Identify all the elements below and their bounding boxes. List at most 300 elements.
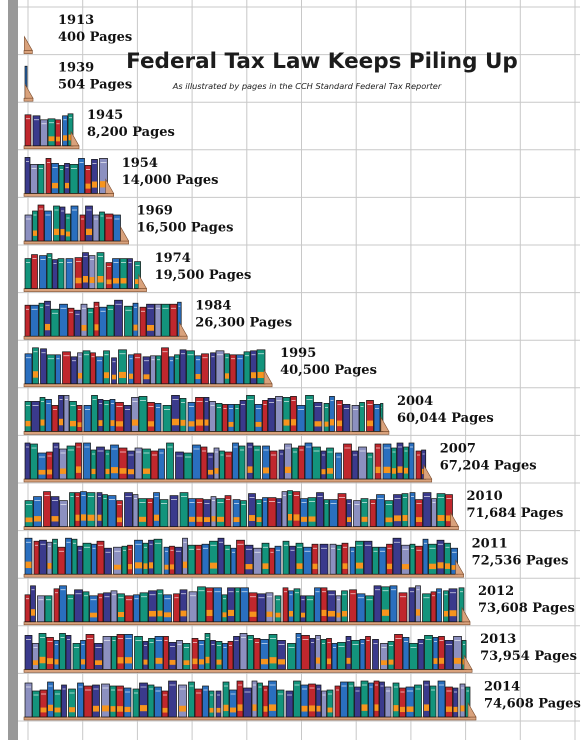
book (135, 448, 142, 479)
book-band (196, 420, 203, 426)
book-band (261, 659, 268, 664)
book-band (95, 660, 102, 665)
year-label: 2014 (484, 679, 521, 695)
book-band (48, 563, 52, 569)
book (210, 541, 218, 574)
book (187, 351, 195, 384)
book-band (263, 563, 269, 569)
book (117, 634, 124, 669)
book-band (217, 517, 224, 522)
book (38, 205, 44, 241)
book-band (86, 184, 91, 189)
book (32, 401, 40, 431)
book (172, 395, 180, 431)
book (25, 443, 30, 479)
book (125, 306, 133, 336)
book-band (26, 562, 32, 568)
book (410, 544, 415, 574)
book-band (164, 612, 171, 617)
book-band (26, 421, 31, 426)
shelf (24, 384, 272, 387)
book (97, 253, 104, 289)
shelf-end (456, 560, 464, 574)
book-band (285, 467, 291, 473)
book (337, 545, 342, 574)
year-label: 2013 (480, 631, 517, 647)
book (335, 686, 340, 717)
book (240, 633, 247, 669)
book (294, 681, 301, 717)
book-band (107, 280, 112, 285)
book-band (445, 563, 450, 569)
book (210, 401, 216, 431)
book (100, 307, 107, 336)
book (397, 443, 403, 479)
book (425, 635, 433, 669)
book (81, 640, 86, 669)
book (97, 493, 102, 527)
book (51, 497, 59, 527)
book-band (63, 135, 67, 140)
year-label: 1939 (58, 60, 95, 76)
book-band (140, 705, 147, 711)
book (110, 686, 116, 717)
shelf (24, 431, 389, 434)
book (402, 494, 408, 527)
book-band (69, 707, 75, 712)
book (39, 633, 46, 669)
book-band (444, 611, 448, 617)
book (320, 544, 328, 574)
book-band (328, 611, 335, 617)
book-band (40, 657, 46, 663)
book (314, 402, 322, 431)
book (75, 258, 82, 289)
book-band (121, 278, 127, 283)
book (84, 443, 91, 479)
book-band (461, 705, 465, 711)
book (149, 540, 154, 574)
bar-1954 (24, 156, 219, 197)
bar-1984 (24, 299, 292, 340)
book-band (322, 610, 327, 616)
book (25, 354, 32, 384)
book (111, 445, 119, 479)
book (316, 685, 321, 717)
book (196, 545, 202, 574)
book-band (342, 611, 347, 617)
year-label: 1945 (87, 108, 124, 124)
book (321, 588, 327, 622)
book (216, 351, 224, 384)
book (445, 640, 453, 669)
book-band (172, 419, 179, 425)
book-band (47, 658, 53, 664)
book (133, 495, 138, 527)
book-band (356, 563, 363, 569)
book-band (92, 182, 97, 188)
book (34, 541, 39, 574)
book (330, 544, 336, 574)
book-band (394, 515, 401, 521)
book (404, 447, 409, 479)
book (97, 447, 105, 479)
book (66, 635, 71, 669)
book (247, 443, 253, 479)
book-band (149, 611, 156, 617)
book-band (120, 468, 127, 474)
shelf (24, 717, 476, 720)
book-band (81, 514, 86, 520)
book (254, 446, 261, 479)
book-band (256, 422, 262, 427)
book (369, 683, 374, 717)
value-label: 72,536 Pages (471, 553, 569, 569)
book (211, 497, 216, 527)
book-band (327, 468, 333, 474)
book (402, 545, 410, 574)
book-band (389, 660, 394, 665)
book-band (246, 564, 253, 569)
book (302, 635, 310, 669)
book (366, 636, 371, 669)
book-band (54, 229, 59, 235)
book-band (102, 705, 109, 711)
book-band (267, 612, 273, 617)
book (129, 355, 134, 384)
book-band (301, 613, 305, 618)
book (244, 352, 250, 384)
year-label: 2011 (471, 536, 508, 552)
book (132, 397, 139, 431)
book (374, 681, 379, 717)
shelf (24, 527, 459, 530)
value-label: 16,500 Pages (136, 220, 234, 236)
book-band (217, 660, 222, 665)
book (279, 450, 284, 479)
book-band (98, 276, 104, 282)
book (58, 259, 64, 289)
book (337, 400, 343, 431)
book-band (454, 707, 458, 712)
book (278, 640, 286, 669)
book (395, 634, 403, 669)
book (403, 637, 409, 669)
book (292, 448, 298, 479)
book (383, 444, 391, 479)
book (409, 443, 414, 479)
book-band (217, 708, 221, 713)
book-band (128, 564, 132, 569)
book (48, 682, 54, 717)
book (223, 682, 229, 717)
book (119, 448, 127, 479)
book (64, 395, 69, 431)
book-band (347, 517, 351, 522)
book (268, 398, 275, 431)
book-band (33, 371, 38, 377)
book (282, 492, 287, 527)
book-band (362, 517, 368, 522)
book (169, 681, 177, 717)
book (202, 544, 209, 574)
book (112, 636, 117, 669)
book (204, 397, 209, 431)
value-label: 8,200 Pages (87, 125, 175, 141)
book-band (278, 659, 285, 664)
book-band (70, 421, 76, 426)
book-band (31, 609, 35, 615)
book (128, 545, 133, 574)
book (63, 352, 71, 384)
book-band (181, 611, 187, 617)
book-band (284, 420, 290, 426)
book (31, 164, 38, 193)
book-band (253, 704, 257, 710)
book (198, 587, 206, 622)
book (155, 304, 161, 336)
book (317, 493, 324, 527)
book-band (128, 469, 134, 474)
book (266, 593, 273, 622)
book-band (163, 708, 168, 713)
book-band (88, 515, 95, 521)
year-label: 2007 (439, 441, 476, 457)
book-band (434, 658, 438, 664)
shelf-end (106, 179, 114, 193)
book (59, 395, 64, 431)
book-band (337, 613, 341, 618)
book (92, 544, 97, 574)
book-band (249, 515, 255, 521)
book (180, 590, 187, 622)
book (385, 687, 391, 717)
book-band (196, 374, 201, 379)
book-band (302, 706, 308, 712)
book (263, 686, 268, 717)
book-band (189, 517, 195, 522)
book (237, 681, 243, 717)
book (261, 639, 269, 669)
book (393, 538, 401, 574)
book (47, 254, 52, 289)
book (296, 633, 301, 669)
book-band (225, 373, 229, 378)
book (40, 256, 47, 289)
book (360, 639, 365, 669)
book (446, 687, 453, 717)
book (233, 443, 239, 479)
book (177, 640, 183, 669)
book (382, 587, 390, 622)
book (211, 640, 216, 669)
book (240, 400, 246, 431)
book (225, 545, 231, 574)
bar-2013 (24, 632, 577, 673)
shelf (24, 622, 470, 625)
book (38, 164, 44, 193)
book (245, 545, 253, 574)
book (46, 158, 51, 193)
book (97, 541, 104, 574)
book-band (139, 517, 146, 522)
book-band (199, 659, 204, 664)
book-band (119, 372, 126, 378)
book-band (49, 136, 55, 141)
shelf (24, 336, 187, 339)
book (54, 206, 60, 241)
value-label: 26,300 Pages (195, 315, 293, 331)
book-band (386, 518, 393, 523)
book (409, 588, 415, 622)
book-band (52, 516, 59, 521)
book (148, 402, 155, 431)
book (188, 402, 195, 431)
value-label: 400 Pages (58, 30, 133, 45)
book (367, 400, 374, 431)
book (89, 256, 95, 289)
book (154, 539, 162, 574)
book (134, 354, 141, 384)
value-label: 40,500 Pages (280, 363, 377, 379)
shelf (24, 98, 33, 101)
book (53, 539, 58, 574)
book (115, 300, 123, 336)
book-band (183, 562, 187, 568)
book-band (212, 516, 216, 521)
book (439, 636, 445, 669)
book (170, 496, 178, 527)
bar-1939 (24, 61, 132, 102)
book (393, 683, 399, 717)
book (415, 685, 422, 717)
book (25, 683, 32, 717)
value-label: 504 Pages (58, 77, 133, 93)
book-band (83, 276, 88, 282)
book-band (65, 183, 69, 188)
book (308, 498, 316, 527)
book-band (90, 613, 97, 618)
book-band (229, 422, 234, 427)
book-band (215, 468, 219, 474)
book (377, 495, 385, 527)
book-band (93, 706, 99, 712)
book (316, 635, 321, 669)
book (170, 304, 177, 336)
book (86, 206, 93, 241)
book (189, 592, 197, 622)
book (78, 353, 83, 384)
book (162, 348, 169, 384)
book (315, 588, 321, 622)
book-band (76, 515, 80, 521)
book (149, 638, 155, 669)
book (283, 588, 288, 622)
book (361, 681, 368, 717)
book (202, 354, 209, 384)
book (327, 638, 332, 669)
book (155, 636, 163, 669)
book (103, 636, 111, 669)
book-band (424, 704, 429, 710)
book-band (382, 610, 389, 616)
book (305, 443, 312, 479)
book (110, 399, 115, 431)
book (47, 355, 55, 384)
book (211, 353, 216, 384)
book-band (66, 232, 70, 237)
book (449, 589, 457, 622)
book (83, 592, 89, 622)
book (244, 688, 252, 717)
book (301, 685, 308, 717)
book-band (125, 657, 132, 663)
book (218, 538, 224, 574)
book (31, 444, 38, 479)
book (269, 634, 277, 669)
book (83, 253, 89, 289)
book-band (33, 660, 38, 665)
value-label: 71,684 Pages (466, 506, 564, 521)
book (350, 590, 357, 622)
book-band (41, 708, 47, 713)
book-band (337, 421, 342, 427)
book (341, 682, 348, 717)
book (47, 637, 54, 669)
shelf-end (179, 322, 187, 336)
book (140, 683, 148, 717)
book (81, 304, 87, 336)
book (373, 639, 379, 669)
book (159, 449, 165, 479)
book-band (41, 420, 45, 426)
book (120, 259, 127, 289)
book-band (446, 707, 452, 712)
book (155, 687, 162, 717)
chart-subtitle: As illustrated by pages in the CCH Standard Federal Tax Reporter (172, 81, 442, 91)
book (83, 543, 91, 574)
book (293, 492, 300, 527)
book (203, 686, 209, 717)
shelf-end (451, 513, 459, 527)
book (31, 305, 39, 336)
book-band (206, 657, 210, 663)
book-band (34, 516, 41, 521)
book-band (134, 325, 138, 331)
book (438, 681, 445, 717)
book (52, 163, 59, 193)
book (147, 304, 155, 336)
book (41, 349, 47, 384)
book (201, 447, 207, 479)
book (400, 688, 406, 717)
book (31, 586, 36, 622)
shelf (24, 51, 32, 54)
book (143, 543, 148, 574)
book (262, 543, 269, 574)
book (344, 444, 352, 479)
book (241, 588, 249, 622)
bar-2012 (24, 584, 575, 625)
shelf-end (25, 84, 33, 98)
book (249, 494, 256, 527)
year-label: 1913 (58, 13, 95, 28)
book (25, 538, 32, 574)
shelf (24, 241, 129, 244)
book-band (376, 467, 381, 473)
book (39, 303, 44, 336)
book (437, 540, 444, 574)
